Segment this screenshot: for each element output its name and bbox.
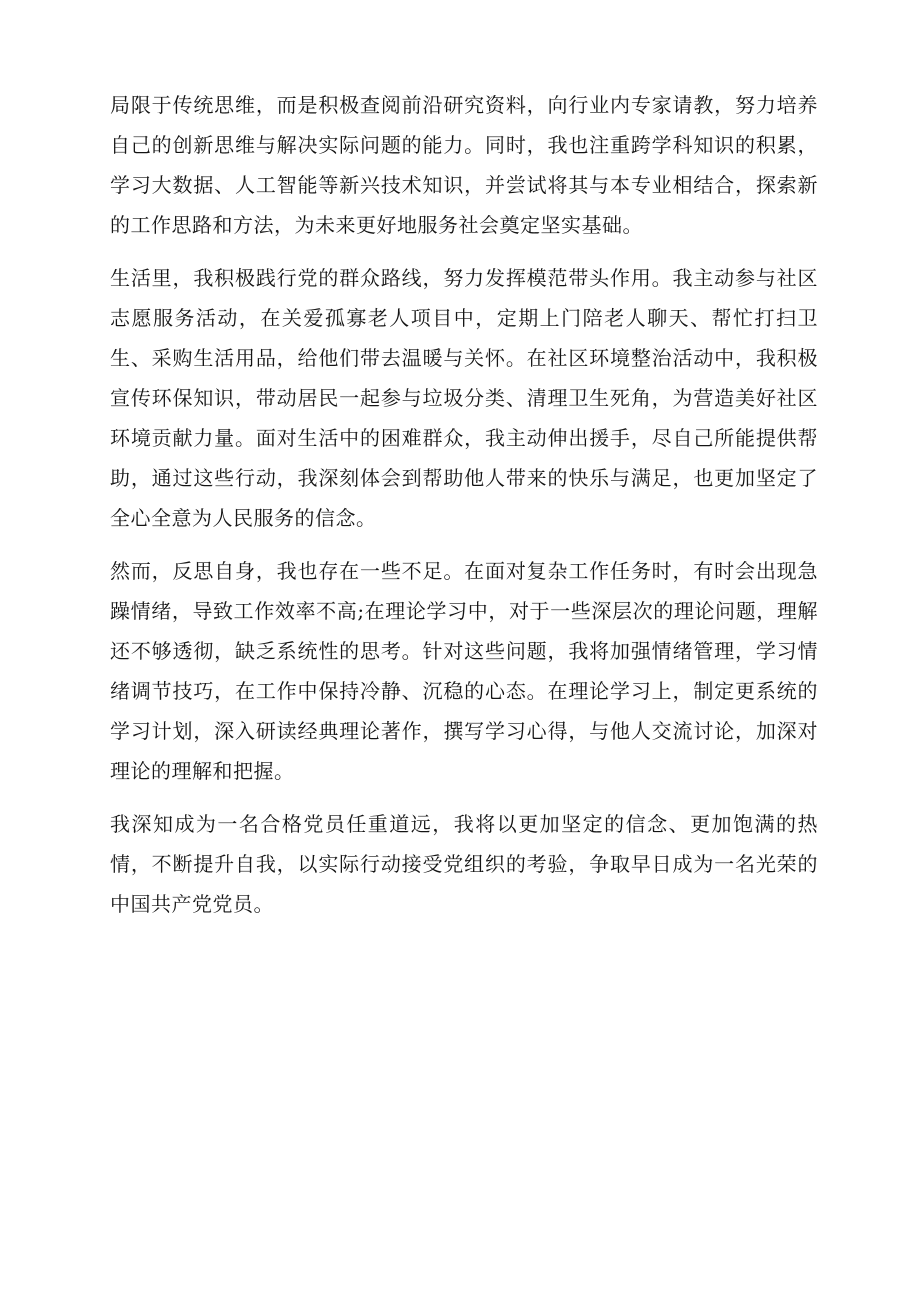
paragraph: 生活里，我积极践行党的群众路线，努力发挥模范带头作用。我主动参与社区志愿服务活动，在关爱孤寡老人项目中，定期上门陪老人聊天、帮忙打扫卫生、采购生活用品，给他们带去温暖与关怀。在社区环境整治活动中，我积极宣传环保知识，带动居民一起参与垃圾分类、清理卫生死角，为营造美好社区环境贡献力量。面对生活中的困难群众，我主动伸出援手，尽自己所能提供帮助，通过这些行动，我深刻体会到帮助他人带来的快乐与满足，也更加坚定了全心全意为人民服务的信念。 (110, 266, 818, 530)
paragraph: 局限于传统思维，而是积极查阅前沿研究资料，向行业内专家请教，努力培养自己的创新思维与解决实际问题的能力。同时，我也注重跨学科知识的积累，学习大数据、人工智能等新兴技术知识，并尝试将其与本专业相结合，探索新的工作思路和方法，为未来更好地服务社会奠定坚实基础。 (110, 93, 818, 237)
document-body (110, 85, 818, 937)
paragraph: 我深知成为一名合格党员任重道远，我将以更加坚定的信念、更加饱满的热情，不断提升自我，以实际行动接受党组织的考验，争取早日成为一名光荣的中国共产党党员。 (110, 812, 818, 916)
paragraph: 然而，反思自身，我也存在一些不足。在面对复杂工作任务时，有时会出现急躁情绪，导致工作效率不高;在理论学习中，对于一些深层次的理论问题，理解还不够透彻，缺乏系统性的思考。针对这些问题，我将加强情绪管理，学习情绪调节技巧，在工作中保持冷静、沉稳的心态。在理论学习上，制定更系统的学习计划，深入研读经典理论著作，撰写学习心得，与他人交流讨论，加深对理论的理解和把握。 (110, 559, 818, 783)
